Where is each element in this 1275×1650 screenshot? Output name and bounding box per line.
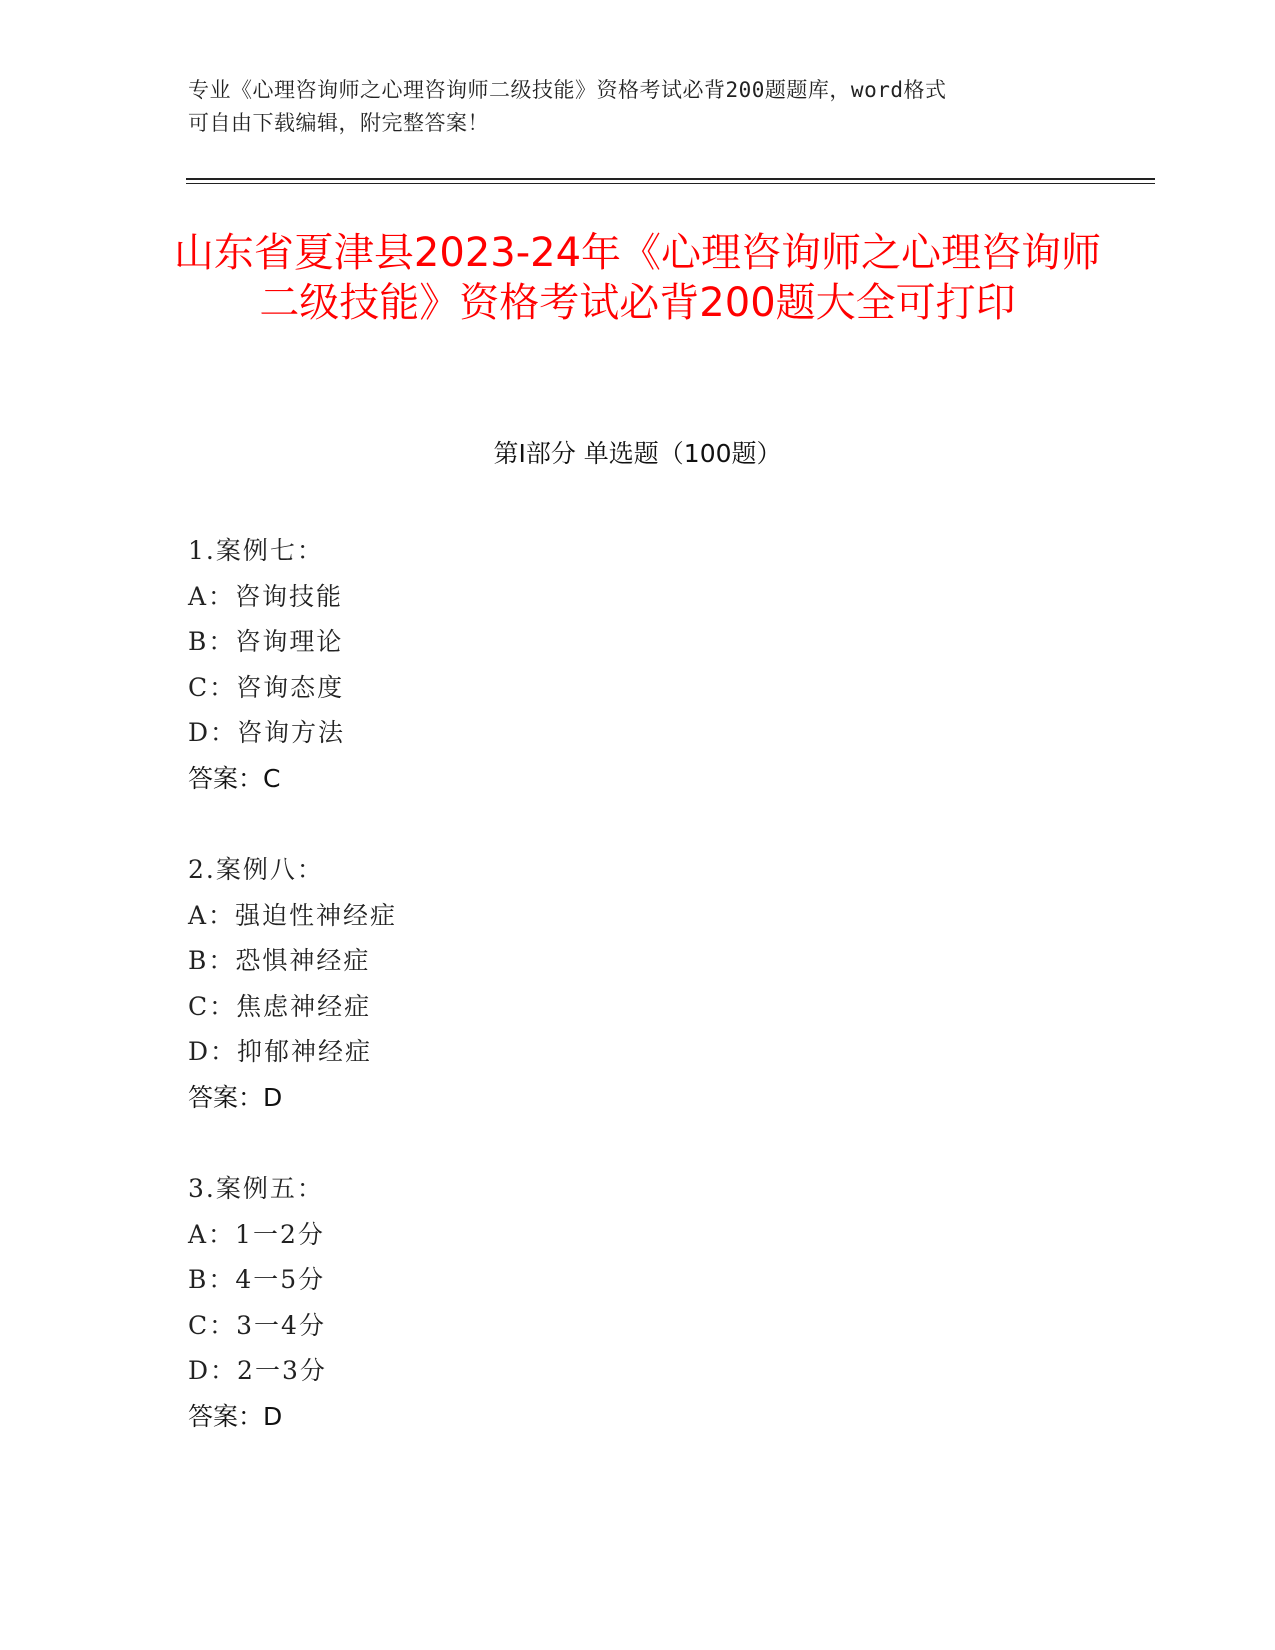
document-title: 山东省夏津县2023-24年《心理咨询师之心理咨询师二级技能》资格考试必背200题大全可打印 [173, 230, 1102, 326]
answer: 答案：D [188, 1401, 283, 1431]
option-d: D：抑郁神经症 [188, 1037, 373, 1066]
option-c: C：咨询态度 [188, 672, 345, 702]
option-a: A：1一2分 [188, 1219, 325, 1249]
option-d: D：2一3分 [188, 1356, 327, 1385]
question-stem: 1.案例七： [188, 536, 324, 565]
option-a: A：咨询技能 [188, 581, 344, 611]
header-note-line-1: 专业《心理咨询师之心理咨询师二级技能》资格考试必背200题题库，word格式 [188, 78, 947, 102]
header-note [188, 74, 1088, 140]
header-note-line-2: 可自由下载编辑，附完整答案！ [188, 111, 489, 135]
question-3 [188, 1166, 1088, 1439]
option-d: D：咨询方法 [188, 718, 346, 747]
header-divider-thin [186, 183, 1155, 184]
question-list [188, 528, 1088, 1485]
option-b: B：咨询理论 [188, 627, 344, 656]
question-2 [188, 847, 1088, 1120]
option-c: C：3一4分 [188, 1310, 326, 1340]
header-divider-thick [186, 178, 1155, 180]
question-stem: 3.案例五： [188, 1174, 324, 1203]
option-a: A：强迫性神经症 [188, 900, 398, 930]
answer: 答案：D [188, 1082, 283, 1112]
option-b: B：4一5分 [188, 1265, 326, 1294]
question-stem: 2.案例八： [188, 855, 324, 884]
question-1 [188, 528, 1088, 801]
answer: 答案：C [188, 763, 281, 793]
option-b: B：恐惧神经症 [188, 946, 371, 975]
section-title: 第Ⅰ部分 单选题（100题） [493, 439, 782, 468]
option-c: C：焦虑神经症 [188, 991, 372, 1021]
